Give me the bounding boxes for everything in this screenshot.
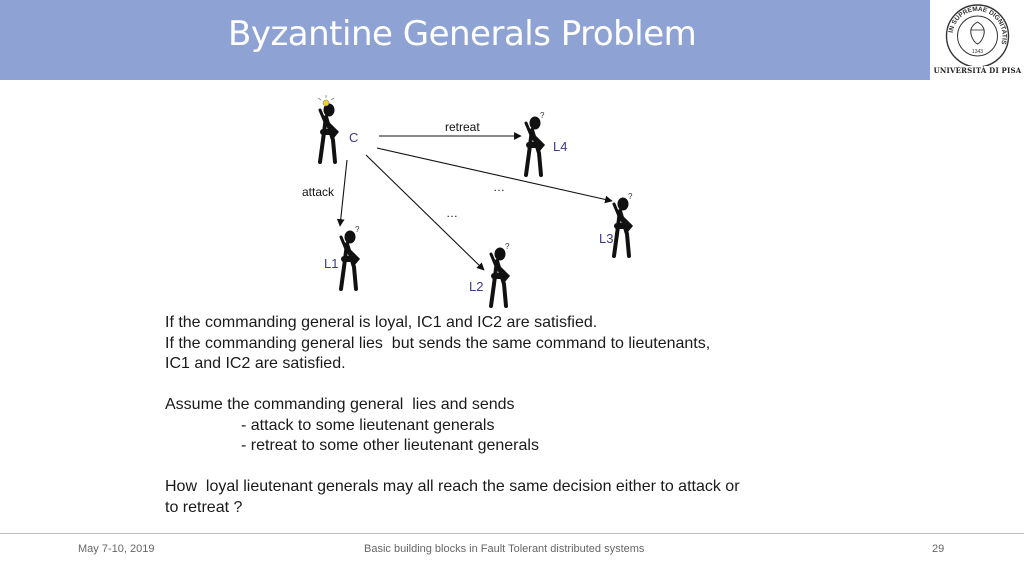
body-line-4: Assume the commanding general lies and sends xyxy=(165,396,515,413)
question-mark-icon: ? xyxy=(628,192,633,201)
university-logo xyxy=(931,0,1024,80)
node-label-l4: L4 xyxy=(553,139,568,154)
edge-label-ellipsis-l3: … xyxy=(493,180,505,194)
edge-label-retreat: retreat xyxy=(445,120,480,134)
title-bar xyxy=(0,0,930,80)
lieutenant-l1-figure xyxy=(341,225,360,289)
footer-date: May 7-10, 2019 xyxy=(78,543,155,555)
question-mark-icon: ? xyxy=(355,225,360,234)
slide-body xyxy=(165,313,740,518)
slide-title: Byzantine Generals Problem xyxy=(228,14,697,54)
question-mark-icon: ? xyxy=(540,111,545,120)
footer-title: Basic building blocks in Fault Tolerant distributed systems xyxy=(364,543,645,555)
arrow-commander-to-l2 xyxy=(366,155,484,270)
university-seal-icon xyxy=(931,0,1024,66)
body-line-1: If the commanding general is loyal, IC1 and IC2 are satisfied. xyxy=(165,314,598,331)
footer-divider xyxy=(0,533,1024,534)
body-line-8: to retreat ? xyxy=(165,498,243,516)
commander-figure xyxy=(318,95,337,162)
page-number: 29 xyxy=(932,543,945,555)
lieutenant-l3-figure xyxy=(614,192,633,256)
edge-label-ellipsis-l2: … xyxy=(446,206,458,220)
byzantine-diagram xyxy=(0,80,1024,310)
body-bullet-retreat: - retreat to some other lieutenant generals xyxy=(241,437,539,454)
svg-text:IN SUPREMAE DIGNITATIS: IN SUPREMAE DIGNITATIS xyxy=(947,5,1008,46)
node-label-l1: L1 xyxy=(324,256,339,271)
edge-label-attack: attack xyxy=(302,185,335,199)
lieutenant-l4-figure xyxy=(526,111,545,175)
node-label-c: C xyxy=(349,130,359,145)
node-label-l3: L3 xyxy=(599,231,614,246)
body-line-7: How loyal lieutenant generals may all reach the same decision either to attack or xyxy=(165,478,740,495)
svg-text:1343: 1343 xyxy=(971,49,984,55)
node-label-l2: L2 xyxy=(469,279,484,294)
lieutenant-l2-figure xyxy=(491,242,510,306)
body-bullet-attack: - attack to some lieutenant generals xyxy=(241,416,495,434)
logo-caption: UNIVERSITÀ DI PISA xyxy=(933,66,1022,75)
question-mark-icon: ? xyxy=(505,242,510,251)
body-line-3: IC1 and IC2 are satisfied. xyxy=(165,355,346,372)
arrow-commander-to-l1 xyxy=(340,160,347,226)
body-line-2: If the commanding general lies but sends the same command to lieutenants, xyxy=(165,334,711,352)
